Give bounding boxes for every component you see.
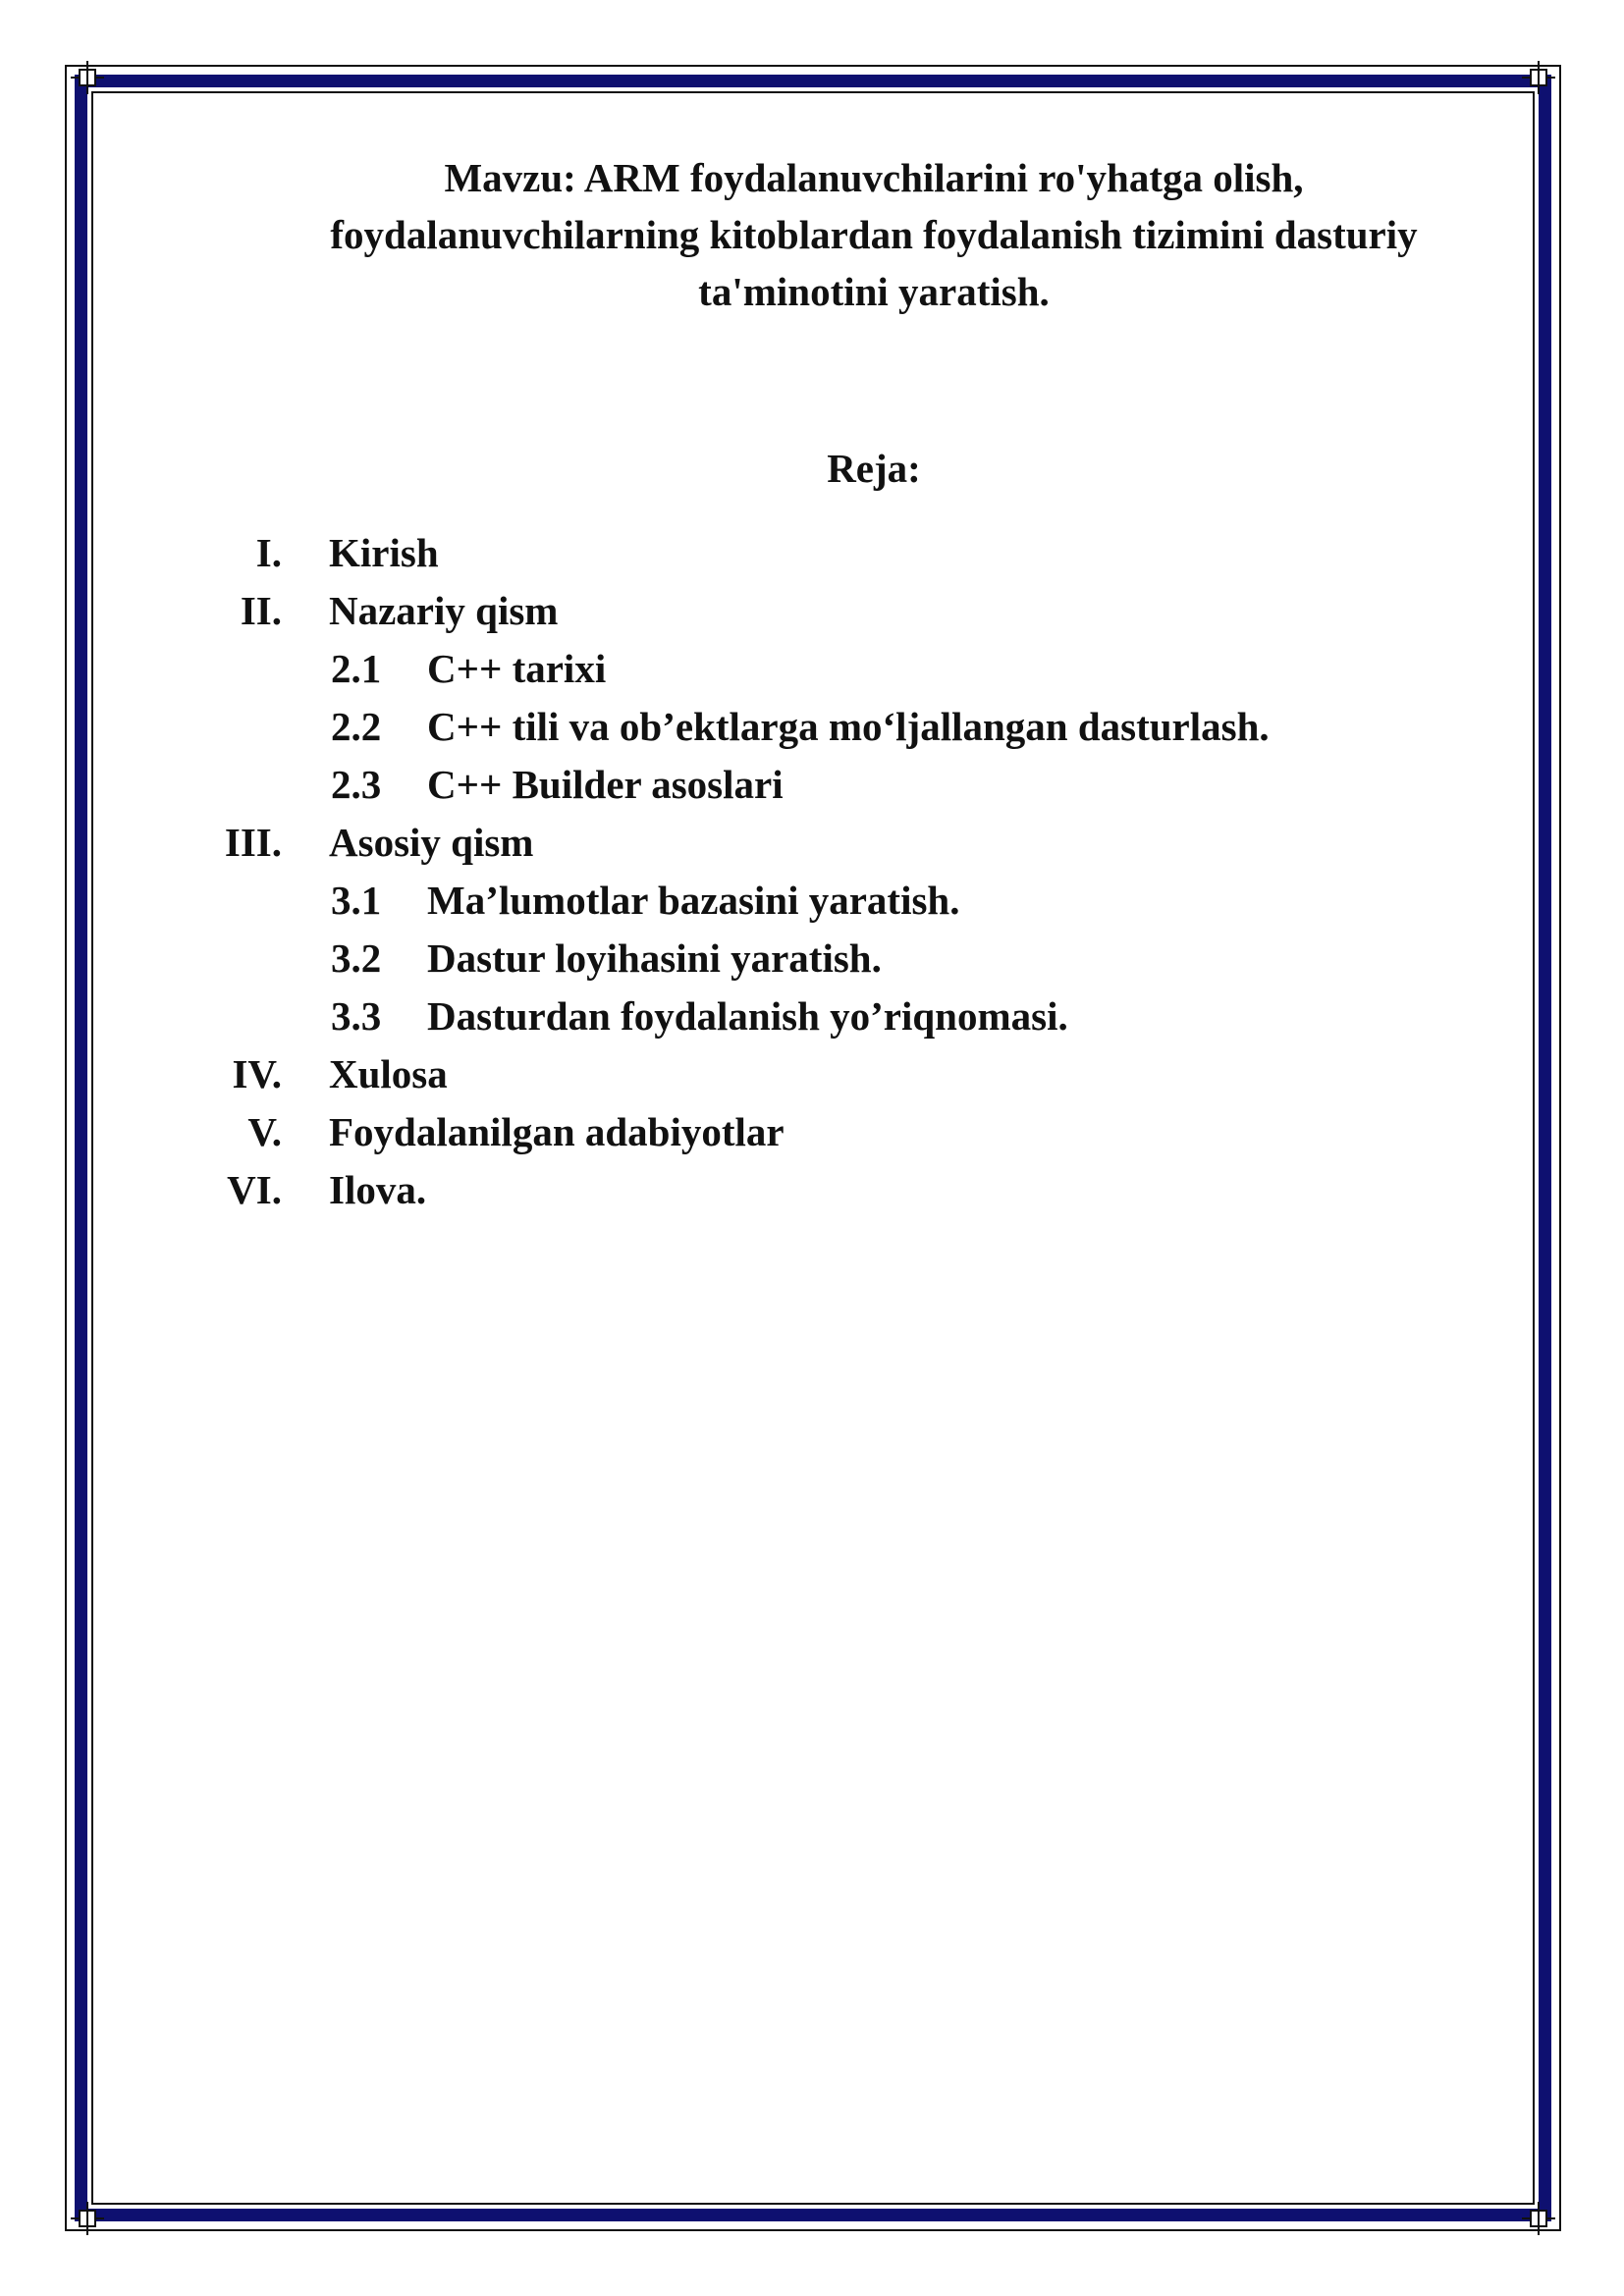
section-label: Foydalanilgan adabiyotlar <box>329 1109 785 1154</box>
list-item <box>0 698 1624 756</box>
corner-ornament-icon <box>1522 61 1555 94</box>
list-item <box>0 988 1624 1045</box>
subsection-number: 3.2 <box>331 935 382 981</box>
list-item <box>0 1045 1624 1103</box>
corner-ornament-icon <box>71 2202 104 2235</box>
plan-heading: Reja: <box>827 446 921 491</box>
section-number: II. <box>240 588 282 633</box>
section-number: I. <box>255 530 282 575</box>
section-number: IV. <box>232 1051 282 1096</box>
section-label: Ilova. <box>329 1167 427 1212</box>
title-line: ta'minotini yaratish. <box>698 269 1050 314</box>
section-number: V. <box>247 1109 282 1154</box>
plan-list <box>0 524 1624 1219</box>
section-label: Kirish <box>329 530 439 575</box>
list-item <box>0 872 1624 930</box>
subsection-label: Dasturdan foydalanish yo’riqnomasi. <box>427 993 1068 1039</box>
section-label: Xulosa <box>329 1051 448 1096</box>
section-label: Nazariy qism <box>329 588 559 633</box>
subsection-number: 2.3 <box>331 762 382 807</box>
list-item <box>0 814 1624 872</box>
list-item <box>0 1161 1624 1219</box>
subsection-label: C++ tarixi <box>427 646 607 691</box>
list-item <box>0 640 1624 698</box>
subsection-label: Ma’lumotlar bazasini yaratish. <box>427 878 960 923</box>
subsection-label: C++ Builder asoslari <box>427 762 784 807</box>
subsection-label: C++ tili va ob’ektlarga mo‘ljallangan dasturlash. <box>427 704 1270 749</box>
title-line: Mavzu: ARM foydalanuvchilarini ro'yhatga olish, <box>444 155 1304 200</box>
section-number: III. <box>224 820 282 865</box>
subsection-number: 3.1 <box>331 878 382 923</box>
corner-ornament-icon <box>71 61 104 94</box>
list-item <box>0 756 1624 814</box>
subsection-label: Dastur loyihasini yaratish. <box>427 935 882 981</box>
list-item <box>0 524 1624 582</box>
list-item <box>0 930 1624 988</box>
section-number: VI. <box>227 1167 282 1212</box>
list-item <box>0 1103 1624 1161</box>
title-line: foydalanuvchilarning kitoblardan foydalanish tizimini dasturiy <box>330 212 1418 257</box>
corner-ornament-icon <box>1522 2202 1555 2235</box>
document-title <box>196 149 1551 320</box>
subsection-number: 2.1 <box>331 646 382 691</box>
list-item <box>0 582 1624 640</box>
section-label: Asosiy qism <box>329 820 534 865</box>
subsection-number: 3.3 <box>331 993 382 1039</box>
subsection-number: 2.2 <box>331 704 382 749</box>
